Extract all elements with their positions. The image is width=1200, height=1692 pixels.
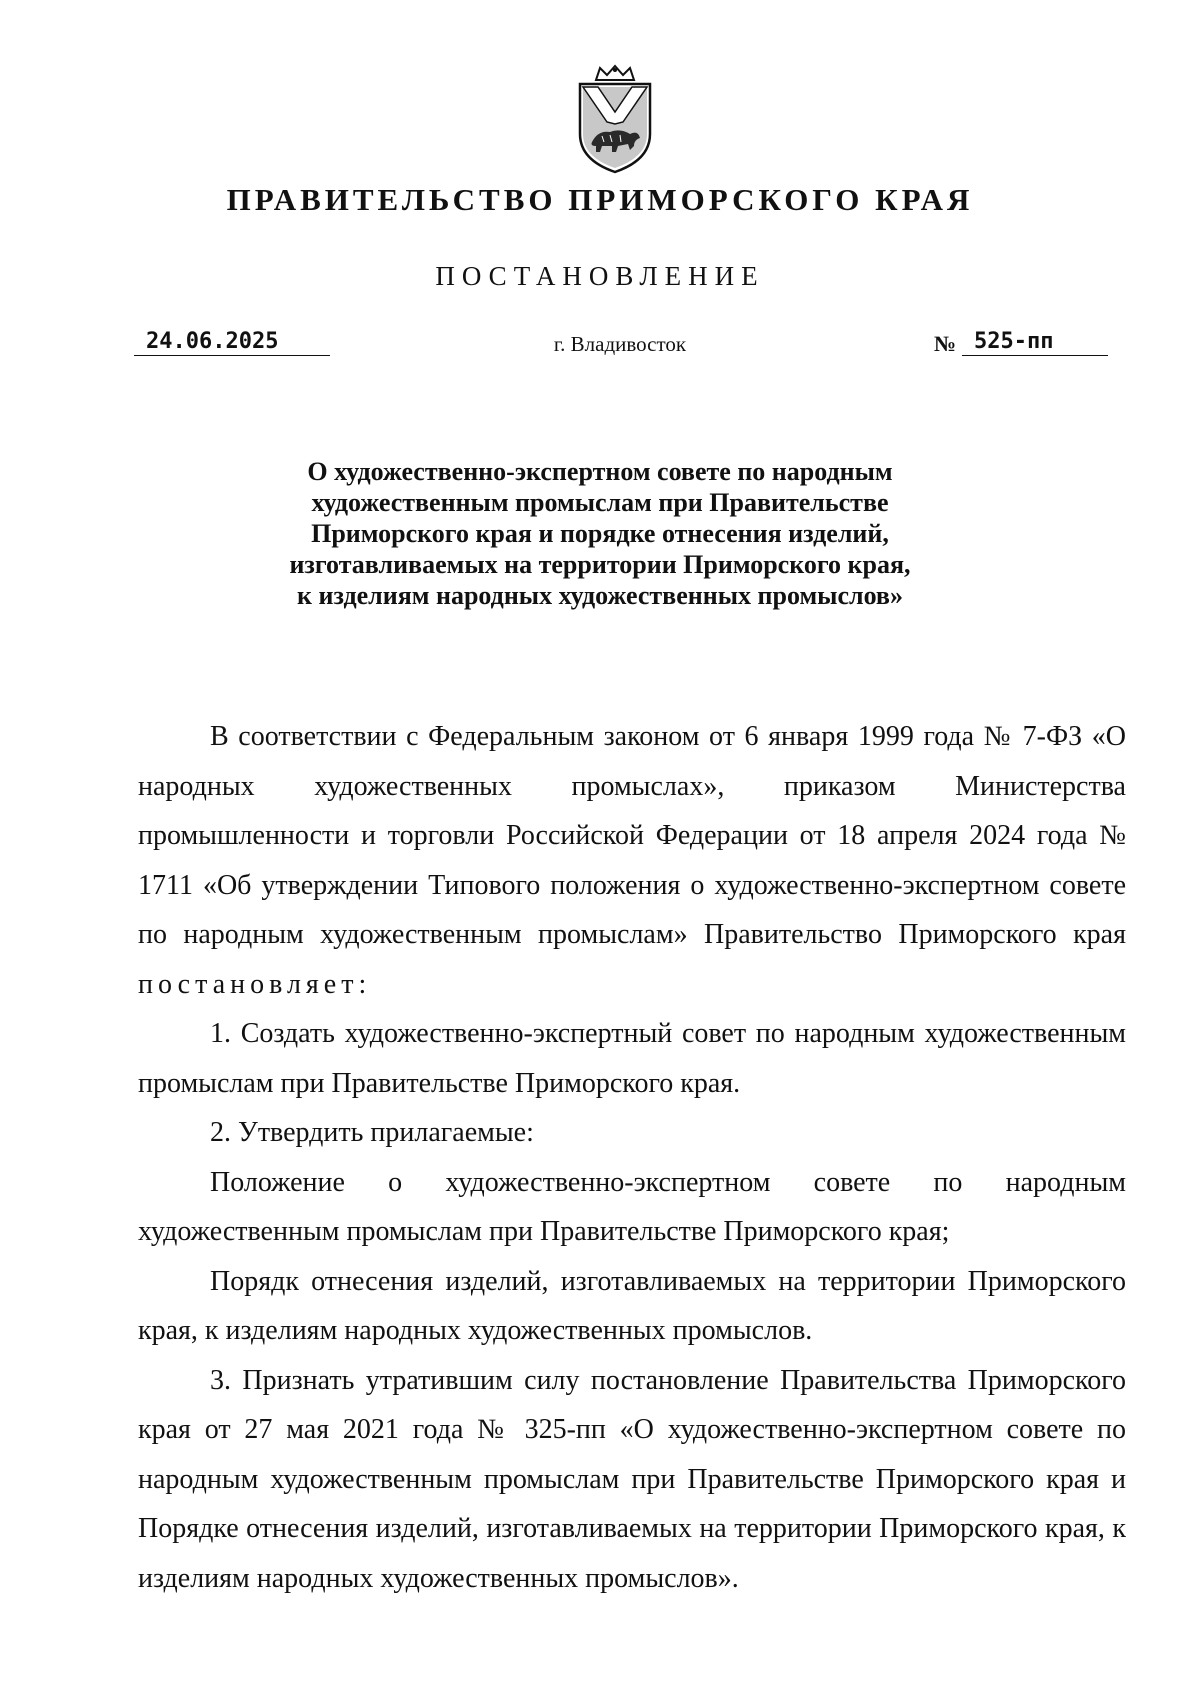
document-date: 24.06.2025 <box>134 329 330 356</box>
organization-title: ПРАВИТЕЛЬСТВО ПРИМОРСКОГО КРАЯ <box>226 182 974 217</box>
document-title <box>200 456 1000 611</box>
title-line: изготавливаемых на территории Приморского края, <box>289 550 911 579</box>
title-line: О художественно-экспертном совете по народным <box>307 457 893 486</box>
coat-of-arms-icon <box>574 64 656 176</box>
item-2a: Положение о художественно-экспертном совете по народным художественным промыслам при Правительстве Приморского края; <box>138 1166 1126 1247</box>
document-city: г. Владивосток <box>553 332 687 356</box>
document-number: 525-пп <box>962 329 1108 356</box>
preamble-paragraph <box>138 712 1126 1009</box>
title-line: художественным промыслам при Правительстве <box>311 488 889 517</box>
item-1: 1. Создать художественно-экспертный совет по народным художественным промыслам при Правительстве Приморского края. <box>138 1018 1126 1099</box>
title-line: к изделиям народных художественных промыслов» <box>297 581 903 610</box>
preamble-text: В соответствии с Федеральным законом от 6 января 1999 года № 7-ФЗ «О народных художественных промыслах», приказом Министерства промышленности и торговли Российской Федерации от 18 апреля 2024 года № 1711 «Об утверждении Типового положения о художественно-экспертном совете по народным художественным промыслам» Правительство Приморского края <box>138 721 1126 950</box>
document-body <box>138 712 1126 1603</box>
item-3: 3. Признать утратившим силу постановление Правительства Приморского края от 27 мая 2021 года № 325-пп «О художественно-экспертном совете по народным художественным промыслам при Правительстве Приморского края и Порядке отнесения изделий, изготавливаемых на территории Приморского края, к изделиям народных художественных промыслов». <box>138 1364 1126 1594</box>
title-line: Приморского края и порядке отнесения изделий, <box>311 519 889 548</box>
document-type: ПОСТАНОВЛЕНИЕ <box>435 261 765 291</box>
document-number-label: № <box>934 331 957 356</box>
item-2: 2. Утвердить прилагаемые: <box>210 1117 534 1148</box>
preamble-action: постановляет: <box>138 968 372 1000</box>
item-2b: Порядк отнесения изделий, изготавливаемых на территории Приморского края, к изделиям народных художественных промыслов. <box>138 1265 1126 1346</box>
